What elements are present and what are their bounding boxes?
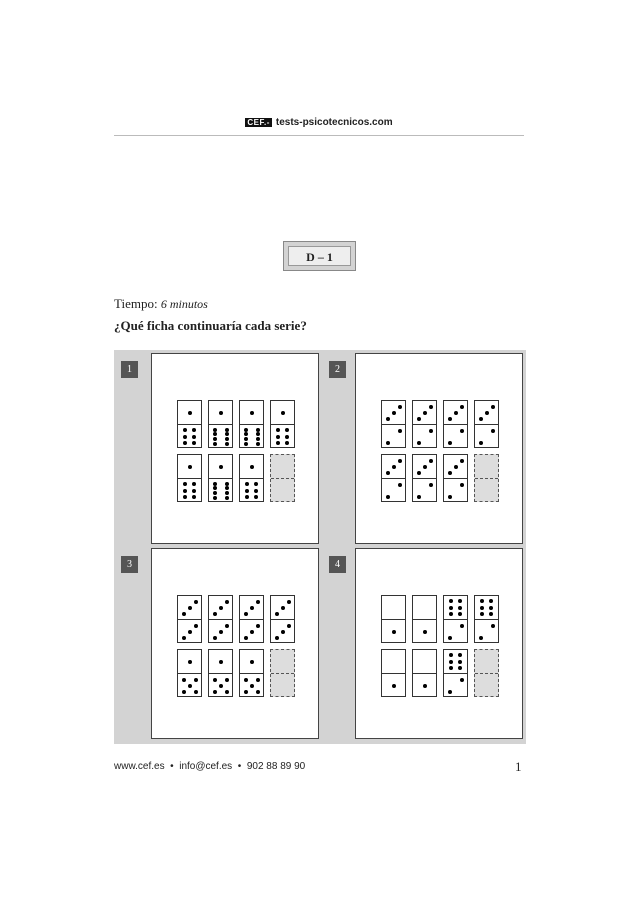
domino-pip <box>448 471 452 475</box>
domino-pip <box>458 653 462 657</box>
domino-pip <box>448 690 452 694</box>
domino-bottom-half <box>271 478 294 502</box>
domino-pip <box>250 660 254 664</box>
domino-tile <box>412 454 437 502</box>
domino-pip <box>285 441 289 445</box>
domino-pip <box>386 495 390 499</box>
domino-pip <box>398 483 402 487</box>
domino-pip <box>245 482 249 486</box>
domino-pip <box>392 684 396 688</box>
domino-pip <box>429 483 433 487</box>
domino-pip <box>256 600 260 604</box>
domino-pip <box>245 489 249 493</box>
domino-pip <box>491 429 495 433</box>
domino-pip <box>417 471 421 475</box>
domino-pip <box>276 428 280 432</box>
domino-pip <box>188 684 192 688</box>
domino-pip <box>225 624 229 628</box>
domino-pip <box>250 630 254 634</box>
domino-tile <box>381 595 406 643</box>
domino-pip <box>188 606 192 610</box>
series-panel-3 <box>151 548 319 739</box>
domino-bottom-half <box>475 619 498 643</box>
domino-pip <box>250 411 254 415</box>
domino-pip <box>213 442 217 446</box>
domino-pip <box>423 465 427 469</box>
domino-pip <box>219 606 223 610</box>
domino-bottom-half <box>413 619 436 643</box>
domino-pip <box>281 606 285 610</box>
domino-pip <box>429 459 433 463</box>
domino-pip <box>188 465 192 469</box>
domino-bottom-half <box>475 673 498 697</box>
domino-pip <box>194 600 198 604</box>
domino-pip <box>213 437 217 441</box>
domino-bottom-half <box>413 424 436 448</box>
domino-top-half <box>178 455 201 478</box>
domino-tile <box>239 454 264 502</box>
answer-blank-tile[interactable] <box>474 454 499 502</box>
domino-bottom-half <box>178 619 201 643</box>
domino-top-half <box>475 650 498 673</box>
domino-top-half <box>444 401 467 424</box>
domino-pip <box>213 486 217 490</box>
domino-pip <box>244 437 248 441</box>
domino-tile <box>443 400 468 448</box>
domino-top-half <box>240 650 263 673</box>
domino-tile <box>177 454 202 502</box>
domino-top-half <box>475 596 498 619</box>
series-number-3: 3 <box>121 556 138 573</box>
domino-bottom-half <box>444 424 467 448</box>
test-code-box <box>283 241 356 271</box>
domino-pip <box>188 630 192 634</box>
domino-bottom-half <box>382 478 405 502</box>
domino-bottom-half <box>240 619 263 643</box>
domino-pip <box>417 417 421 421</box>
domino-pip <box>285 435 289 439</box>
domino-pip <box>182 636 186 640</box>
domino-tile <box>412 649 437 697</box>
domino-tile <box>412 400 437 448</box>
footer-sep-1: • <box>170 761 174 772</box>
domino-tile <box>381 649 406 697</box>
domino-pip <box>480 612 484 616</box>
domino-pip <box>281 411 285 415</box>
domino-pip <box>485 411 489 415</box>
domino-top-half <box>271 455 294 478</box>
domino-pip <box>398 405 402 409</box>
domino-pip <box>489 612 493 616</box>
domino-pip <box>192 435 196 439</box>
domino-pip <box>250 606 254 610</box>
domino-pip <box>454 411 458 415</box>
domino-pip <box>225 437 229 441</box>
domino-pip <box>256 690 260 694</box>
domino-tile <box>177 595 202 643</box>
domino-bottom-half <box>240 424 263 448</box>
domino-pip <box>429 405 433 409</box>
domino-pip <box>225 432 229 436</box>
domino-pip <box>192 482 196 486</box>
domino-top-half <box>209 650 232 673</box>
domino-pip <box>423 630 427 634</box>
domino-pip <box>448 441 452 445</box>
domino-tile <box>270 595 295 643</box>
domino-pip <box>386 441 390 445</box>
domino-pip <box>213 690 217 694</box>
domino-bottom-half <box>209 424 232 448</box>
domino-pip <box>256 624 260 628</box>
domino-top-half <box>444 650 467 673</box>
domino-pip <box>489 606 493 610</box>
domino-bottom-half <box>475 478 498 502</box>
domino-pip <box>183 428 187 432</box>
domino-pip <box>254 482 258 486</box>
domino-top-half <box>382 455 405 478</box>
domino-pip <box>192 441 196 445</box>
domino-top-half <box>240 596 263 619</box>
time-label: Tiempo: <box>114 296 158 311</box>
domino-pip <box>276 435 280 439</box>
domino-pip <box>386 417 390 421</box>
series-panel-2 <box>355 353 523 544</box>
domino-pip <box>276 441 280 445</box>
domino-pip <box>275 612 279 616</box>
domino-pip <box>183 441 187 445</box>
domino-pip <box>188 411 192 415</box>
time-value: 6 minutos <box>160 297 208 311</box>
domino-pip <box>219 660 223 664</box>
domino-pip <box>480 606 484 610</box>
domino-pip <box>183 495 187 499</box>
domino-pip <box>213 612 217 616</box>
domino-pip <box>254 495 258 499</box>
domino-pip <box>256 437 260 441</box>
domino-pip <box>256 428 260 432</box>
domino-bottom-half <box>413 673 436 697</box>
question-text: ¿Qué ficha continuaría cada serie? <box>114 318 307 333</box>
domino-pip <box>454 465 458 469</box>
domino-pip <box>182 690 186 694</box>
domino-pip <box>250 684 254 688</box>
domino-pip <box>460 459 464 463</box>
domino-bottom-half <box>240 478 263 502</box>
domino-pip <box>225 428 229 432</box>
domino-pip <box>256 678 260 682</box>
domino-pip <box>254 489 258 493</box>
domino-pip <box>448 636 452 640</box>
domino-pip <box>219 630 223 634</box>
domino-bottom-half <box>209 478 232 502</box>
domino-bottom-half <box>444 619 467 643</box>
domino-pip <box>192 428 196 432</box>
domino-pip <box>429 429 433 433</box>
domino-pip <box>392 411 396 415</box>
domino-pip <box>194 678 198 682</box>
domino-pip <box>460 429 464 433</box>
domino-tile <box>208 400 233 448</box>
domino-pip <box>386 471 390 475</box>
domino-top-half <box>413 596 436 619</box>
domino-pip <box>417 495 421 499</box>
domino-top-half <box>413 455 436 478</box>
domino-pip <box>213 428 217 432</box>
domino-pip <box>194 624 198 628</box>
domino-tile <box>381 454 406 502</box>
domino-pip <box>392 630 396 634</box>
domino-pip <box>417 441 421 445</box>
domino-top-half <box>382 596 405 619</box>
domino-pip <box>219 411 223 415</box>
series-panel-1 <box>151 353 319 544</box>
domino-top-half <box>382 401 405 424</box>
domino-tile <box>443 595 468 643</box>
domino-top-half <box>271 401 294 424</box>
domino-pip <box>398 459 402 463</box>
domino-tile <box>239 649 264 697</box>
domino-pip <box>244 636 248 640</box>
domino-tile <box>177 400 202 448</box>
domino-pip <box>275 636 279 640</box>
domino-bottom-half <box>271 424 294 448</box>
domino-bottom-half <box>382 673 405 697</box>
domino-pip <box>213 636 217 640</box>
domino-pip <box>449 612 453 616</box>
domino-tile <box>239 595 264 643</box>
domino-top-half <box>209 401 232 424</box>
domino-pip <box>225 690 229 694</box>
domino-pip <box>182 612 186 616</box>
cef-logo: CEF.- <box>247 118 270 127</box>
footer-email: info@cef.es <box>179 761 233 772</box>
domino-pip <box>182 678 186 682</box>
series-number-2: 2 <box>329 361 346 378</box>
domino-pip <box>489 599 493 603</box>
series-panel-4 <box>355 548 523 739</box>
domino-pip <box>287 600 291 604</box>
page-number: 1 <box>515 759 522 774</box>
domino-pip <box>194 690 198 694</box>
domino-pip <box>244 612 248 616</box>
domino-tile <box>270 400 295 448</box>
time-line <box>114 296 208 312</box>
domino-pip <box>480 599 484 603</box>
domino-pip <box>213 496 217 500</box>
domino-pip <box>449 666 453 670</box>
domino-pip <box>423 411 427 415</box>
domino-pip <box>479 636 483 640</box>
domino-pip <box>458 612 462 616</box>
domino-tile <box>208 454 233 502</box>
domino-top-half <box>444 455 467 478</box>
page-footer <box>114 761 305 772</box>
domino-pip <box>250 465 254 469</box>
domino-pip <box>244 432 248 436</box>
domino-pip <box>479 441 483 445</box>
domino-pip <box>244 442 248 446</box>
domino-pip <box>460 678 464 682</box>
domino-top-half <box>178 401 201 424</box>
domino-pip <box>256 442 260 446</box>
domino-pip <box>213 678 217 682</box>
domino-pip <box>423 684 427 688</box>
domino-pip <box>225 678 229 682</box>
footer-web: www.cef.es <box>114 761 165 772</box>
domino-pip <box>458 606 462 610</box>
domino-pip <box>225 442 229 446</box>
domino-pip <box>225 496 229 500</box>
domino-pip <box>245 495 249 499</box>
domino-bottom-half <box>444 673 467 697</box>
header-divider <box>114 135 524 136</box>
domino-pip <box>281 630 285 634</box>
domino-pip <box>458 599 462 603</box>
domino-bottom-half <box>271 673 294 697</box>
domino-top-half <box>413 650 436 673</box>
domino-pip <box>398 429 402 433</box>
domino-pip <box>285 428 289 432</box>
domino-top-half <box>240 401 263 424</box>
domino-pip <box>449 653 453 657</box>
series-number-4: 4 <box>329 556 346 573</box>
domino-pip <box>188 660 192 664</box>
domino-top-half <box>475 455 498 478</box>
domino-pip <box>479 417 483 421</box>
domino-pip <box>460 405 464 409</box>
domino-pip <box>192 495 196 499</box>
domino-pip <box>213 491 217 495</box>
domino-pip <box>225 482 229 486</box>
domino-pip <box>449 599 453 603</box>
domino-top-half <box>209 596 232 619</box>
domino-pip <box>491 624 495 628</box>
domino-top-half <box>178 650 201 673</box>
domino-tile <box>208 649 233 697</box>
domino-pip <box>256 432 260 436</box>
domino-bottom-half <box>382 619 405 643</box>
domino-tile <box>177 649 202 697</box>
domino-bottom-half <box>178 673 201 697</box>
domino-pip <box>225 491 229 495</box>
domino-bottom-half <box>382 424 405 448</box>
domino-pip <box>449 660 453 664</box>
domino-top-half <box>413 401 436 424</box>
domino-tile <box>208 595 233 643</box>
answer-blank-tile[interactable] <box>474 649 499 697</box>
domino-top-half <box>209 455 232 478</box>
domino-top-half <box>382 650 405 673</box>
page-header <box>0 117 638 128</box>
domino-bottom-half <box>271 619 294 643</box>
series-number-1: 1 <box>121 361 138 378</box>
site-name: tests-psicotecnicos.com <box>275 117 393 128</box>
domino-pip <box>458 666 462 670</box>
domino-top-half <box>444 596 467 619</box>
domino-pip <box>219 465 223 469</box>
domino-pip <box>449 606 453 610</box>
domino-tile <box>443 454 468 502</box>
domino-pip <box>213 482 217 486</box>
domino-bottom-half <box>178 478 201 502</box>
domino-tile <box>412 595 437 643</box>
domino-pip <box>287 624 291 628</box>
domino-tile <box>474 400 499 448</box>
domino-bottom-half <box>413 478 436 502</box>
domino-top-half <box>271 596 294 619</box>
domino-pip <box>491 405 495 409</box>
domino-bottom-half <box>444 478 467 502</box>
answer-blank-tile[interactable] <box>270 649 295 697</box>
footer-sep-2: • <box>237 761 242 772</box>
domino-bottom-half <box>209 673 232 697</box>
domino-pip <box>392 465 396 469</box>
domino-pip <box>460 624 464 628</box>
test-code: D – 1 <box>288 246 351 266</box>
domino-bottom-half <box>240 673 263 697</box>
domino-pip <box>458 660 462 664</box>
domino-pip <box>219 684 223 688</box>
domino-tile <box>381 400 406 448</box>
domino-pip <box>213 432 217 436</box>
domino-pip <box>460 483 464 487</box>
domino-pip <box>225 486 229 490</box>
domino-pip <box>183 489 187 493</box>
domino-tile <box>474 595 499 643</box>
domino-bottom-half <box>475 424 498 448</box>
domino-bottom-half <box>209 619 232 643</box>
domino-pip <box>192 489 196 493</box>
domino-top-half <box>271 650 294 673</box>
domino-tile <box>239 400 264 448</box>
domino-pip <box>448 417 452 421</box>
domino-pip <box>244 690 248 694</box>
answer-blank-tile[interactable] <box>270 454 295 502</box>
domino-pip <box>244 428 248 432</box>
domino-tile <box>443 649 468 697</box>
domino-bottom-half <box>178 424 201 448</box>
domino-pip <box>183 482 187 486</box>
domino-top-half <box>240 455 263 478</box>
domino-pip <box>225 600 229 604</box>
domino-pip <box>183 435 187 439</box>
domino-top-half <box>178 596 201 619</box>
domino-top-half <box>475 401 498 424</box>
footer-phone: 902 88 89 90 <box>246 761 306 772</box>
domino-pip <box>448 495 452 499</box>
domino-pip <box>244 678 248 682</box>
